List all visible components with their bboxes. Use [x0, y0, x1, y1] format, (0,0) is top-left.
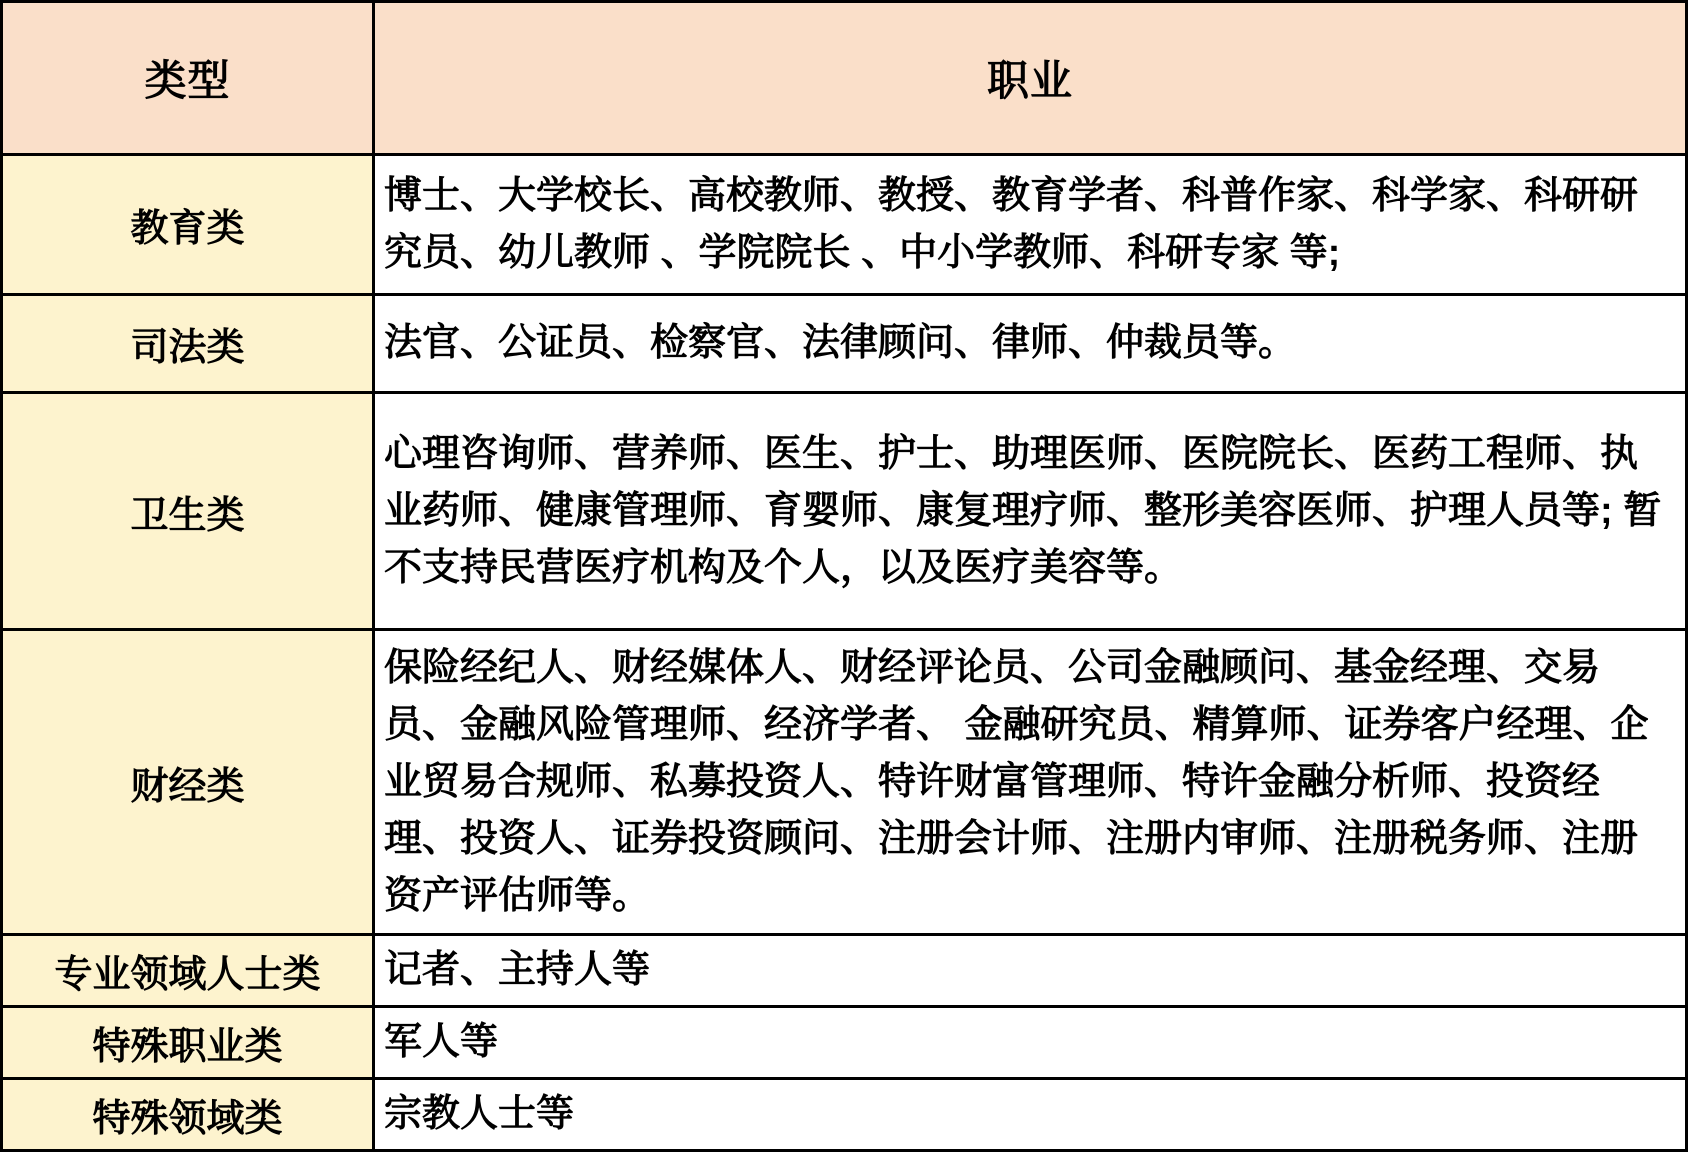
- occupation-column-header: 职业: [374, 2, 1687, 155]
- occupation-cell: 记者、主持人等: [374, 935, 1687, 1007]
- type-cell: 卫生类: [2, 393, 374, 630]
- type-column-header: 类型: [2, 2, 374, 155]
- table-row-health: [2, 393, 1687, 630]
- table-row-finance: [2, 630, 1687, 935]
- header-row: [2, 2, 1687, 155]
- table-row-professional-field: [2, 935, 1687, 1007]
- type-cell: 司法类: [2, 295, 374, 393]
- type-cell: 财经类: [2, 630, 374, 935]
- occupation-cell: 法官、公证员、检察官、法律顾问、律师、仲裁员等。: [374, 295, 1687, 393]
- type-cell: 专业领域人士类: [2, 935, 374, 1007]
- table-row-education: [2, 155, 1687, 295]
- occupation-cell: 宗教人士等: [374, 1079, 1687, 1151]
- type-cell: 特殊领域类: [2, 1079, 374, 1151]
- occupation-cell: 心理咨询师、营养师、医生、护士、助理医师、医院院长、医药工程师、执业药师、健康管理师、育婴师、康复理疗师、整形美容医师、护理人员等; 暂不支持民营医疗机构及个人，以及医疗美容等。: [374, 393, 1687, 630]
- table-row-special-field: [2, 1079, 1687, 1151]
- occupation-cell: 博士、大学校长、高校教师、教授、教育学者、科普作家、科学家、科研研究员、幼儿教师 、学院院长 、中小学教师、科研专家 等;: [374, 155, 1687, 295]
- type-cell: 教育类: [2, 155, 374, 295]
- type-cell: 特殊职业类: [2, 1007, 374, 1079]
- table-row-special-occupation: [2, 1007, 1687, 1079]
- table-row-judicial: [2, 295, 1687, 393]
- occupation-cell: 军人等: [374, 1007, 1687, 1079]
- occupation-cell: 保险经纪人、财经媒体人、财经评论员、公司金融顾问、基金经理、交易员、金融风险管理师、经济学者、 金融研究员、精算师、证券客户经理、企业贸易合规师、私募投资人、特许财富管理师、特许金融分析师、投资经理、投资人、证券投资顾问、注册会计师、注册内审师、注册税务师、注册资产评估师等。: [374, 630, 1687, 935]
